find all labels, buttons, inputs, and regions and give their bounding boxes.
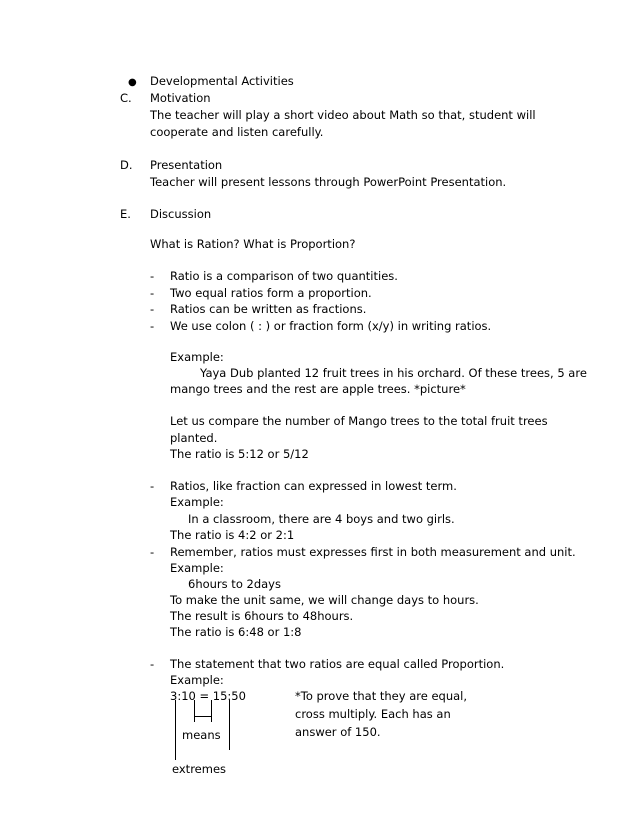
section-e-title: Discussion: [150, 207, 212, 221]
proportion-label: Example:: [170, 673, 224, 687]
dash-marker: -: [150, 545, 155, 559]
extremes-bracket-left: [175, 700, 176, 760]
units-line1: 6hours to 2days: [188, 577, 281, 591]
units-line2: To make the unit same, we will change days to hours.: [170, 593, 479, 607]
units-label: Example:: [170, 561, 224, 575]
proportion-equation: 3:10 = 15:50: [170, 689, 246, 703]
point-item: Ratios can be written as fractions.: [170, 302, 367, 316]
section-d-title: Presentation: [150, 158, 223, 172]
dash-marker: -: [150, 286, 155, 300]
bullet-icon: ●: [128, 77, 137, 88]
dash-marker: -: [150, 269, 155, 283]
lowest-term-label: Example:: [170, 495, 224, 509]
lowest-term-line1: In a classroom, there are 4 boys and two girls.: [188, 512, 455, 526]
means-bracket-left: [194, 700, 195, 722]
proportion-note-line3: answer of 150.: [295, 725, 381, 739]
dash-marker: -: [150, 302, 155, 316]
dash-marker: -: [150, 657, 155, 671]
point-item: Ratio is a comparison of two quantities.: [170, 269, 398, 283]
units-line3: The result is 6hours to 48hours.: [170, 609, 354, 623]
section-c-title: Motivation: [150, 91, 211, 105]
section-c-body-line2: cooperate and listen carefully.: [150, 125, 324, 139]
lowest-term-point: Ratios, like fraction can expressed in lowest term.: [170, 479, 457, 493]
units-result: The ratio is 6:48 or 1:8: [170, 625, 302, 639]
example1-compare-line1: Let us compare the number of Mango trees to the total fruit trees: [170, 414, 548, 428]
bullet-heading: Developmental Activities: [150, 74, 294, 88]
section-c-letter: C.: [120, 91, 132, 105]
extremes-bracket-right: [229, 700, 230, 750]
lowest-term-result: The ratio is 4:2 or 2:1: [170, 528, 295, 542]
example1-compare-line2: planted.: [170, 431, 218, 445]
means-bracket-join: [194, 716, 211, 717]
example1-line2: mango trees and the rest are apple trees. *picture*: [170, 382, 466, 396]
dash-marker: -: [150, 479, 155, 493]
means-label: means: [182, 728, 221, 742]
section-e-letter: E.: [120, 207, 131, 221]
units-point: Remember, ratios must expresses first in both measurement and unit.: [170, 545, 576, 559]
dash-marker: -: [150, 319, 155, 333]
section-c-body-line1: The teacher will play a short video about Math so that, student will: [150, 108, 536, 122]
means-bracket-right: [211, 700, 212, 722]
section-d-letter: D.: [120, 158, 133, 172]
example1-label: Example:: [170, 350, 224, 364]
example1-result: The ratio is 5:12 or 5/12: [170, 447, 309, 461]
section-d-body-line1: Teacher will present lessons through PowerPoint Presentation.: [150, 175, 507, 189]
section-e-question: What is Ration? What is Proportion?: [150, 237, 356, 251]
proportion-note-line2: cross multiply. Each has an: [295, 707, 451, 721]
example1-line1: Yaya Dub planted 12 fruit trees in his orchard. Of these trees, 5 are: [200, 366, 587, 380]
point-item: We use colon ( : ) or fraction form (x/y) in writing ratios.: [170, 319, 492, 333]
point-item: Two equal ratios form a proportion.: [170, 286, 372, 300]
proportion-point: The statement that two ratios are equal called Proportion.: [170, 657, 505, 671]
extremes-label: extremes: [172, 762, 227, 776]
proportion-note-line1: *To prove that they are equal,: [295, 689, 468, 703]
